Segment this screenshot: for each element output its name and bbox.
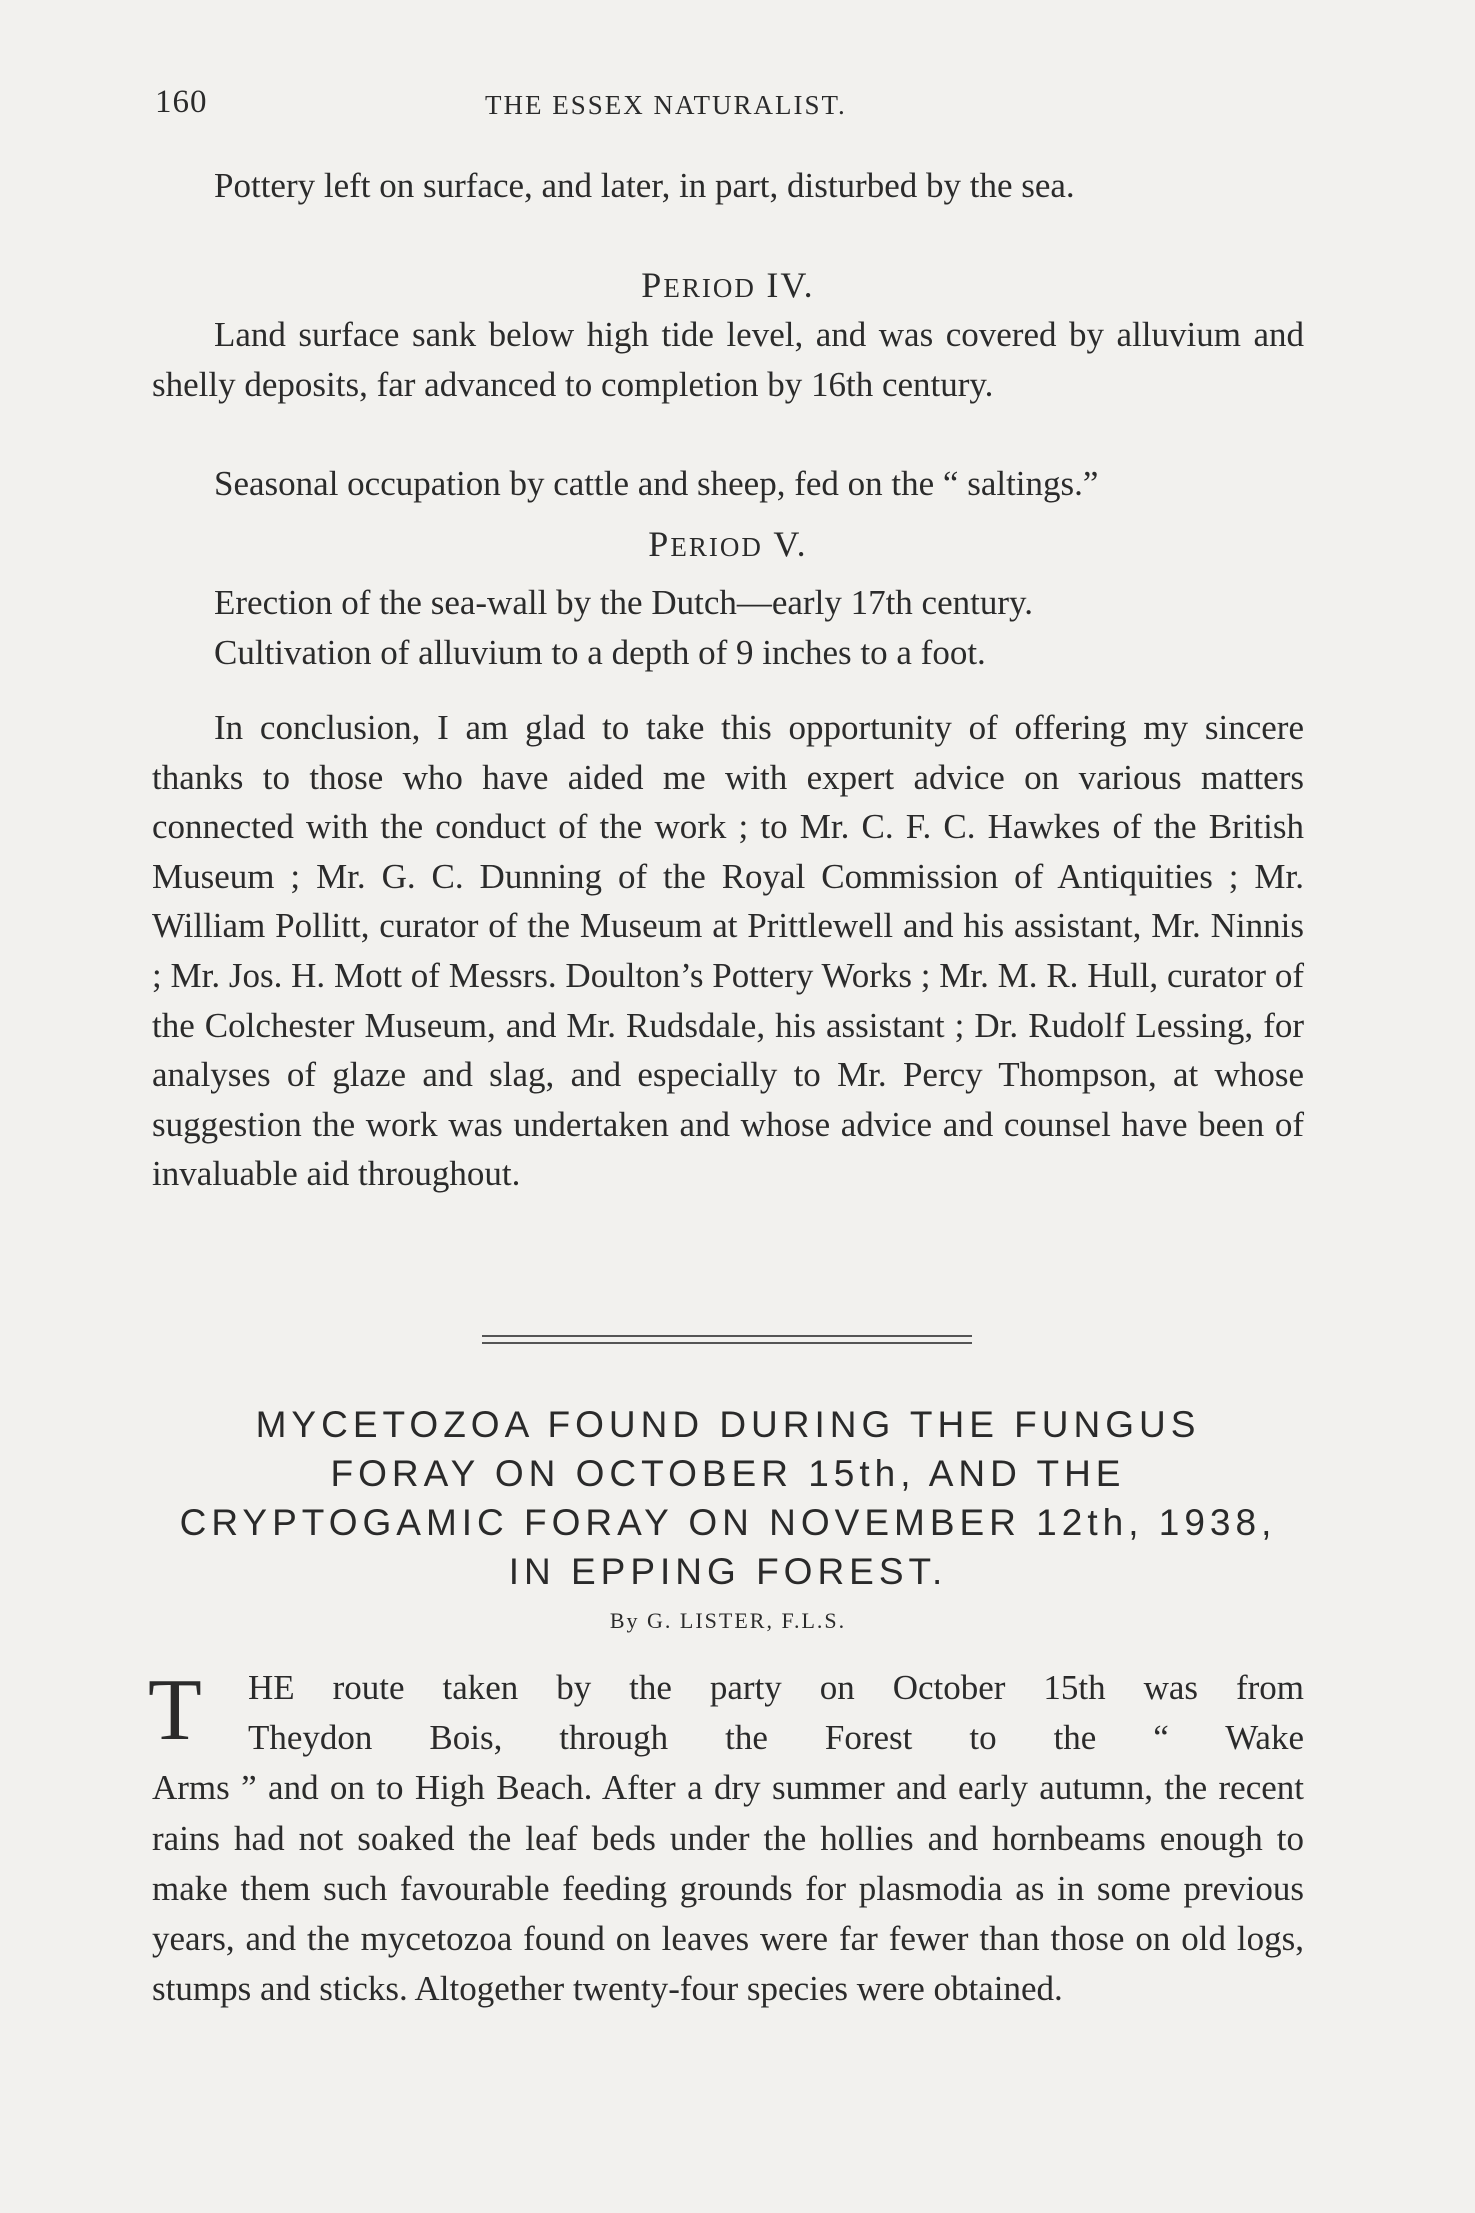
article-title: [148, 1400, 1308, 1596]
page-header: [155, 84, 1305, 124]
period-v-paragraph-2: Cultivation of alluvium to a depth of 9 inches to a foot.: [214, 633, 986, 672]
period-v-paragraph-1: Erection of the sea-wall by the Dutch—early 17th century.: [214, 583, 1033, 622]
article-byline: By G. LISTER, F.L.S.: [609, 1608, 847, 1633]
period-iv-heading: PERIOD IV.: [641, 265, 815, 305]
conclusion-paragraph: In conclusion, I am glad to take this opportunity of offering my sincere thanks to those who have aided me with expert advice on various matters connected with the conduct of the work ; to Mr. C. F. C. Hawkes of the British Museum ; Mr. G. C. Dunning of the Royal Commission of Antiquities ; Mr. William Pollitt, curator of the Museum at Prittlewell and his assistant, Mr. Ninnis ; Mr. Jos. H. Mott of Messrs. Doulton’s Pottery Works ; Mr. M. R. Hull, curator of the Colchester Museum, and Mr. Rudsdale, his assistant ; Dr. Rudolf Lessing, for analyses of glaze and slag, and especially to Mr. Percy Thompson, at whose suggestion the work was undertaken and whose advice and counsel have been of invaluable aid throughout.: [152, 708, 1304, 1194]
article-title-line-1: MYCETOZOA FOUND DURING THE FUNGUS: [255, 1404, 1201, 1445]
article-title-line-4: IN EPPING FOREST.: [508, 1551, 948, 1592]
article-body-rest: Arms ” and on to High Beach. After a dry summer and early autumn, the recent rains had not soaked the leaf beds under the hollies and hornbeams enough to make them such favourable feeding grounds for plasmodia as in some previous years, and the mycetozoa found on leaves were far fewer than those on old logs, stumps and sticks. Altogether twenty-four species were obtained.: [152, 1768, 1304, 2009]
period-v-heading: PERIOD V.: [648, 524, 808, 564]
article-body-paragraph: [152, 1663, 1304, 2014]
page-number: 160: [155, 84, 208, 120]
article-title-line-2: FORAY ON OCTOBER 15th, AND THE: [330, 1453, 1126, 1494]
section-divider: [482, 1335, 972, 1349]
period-iv-paragraph-2: Seasonal occupation by cattle and sheep, fed on the “ saltings.”: [214, 464, 1099, 503]
article-body-line-1: HE route taken by the party on October 15th was from: [248, 1668, 1304, 1707]
period-iv-paragraph-1: Land surface sank below high tide level, and was covered by alluvium and shelly deposits, far advanced to completion by 16th century.: [152, 315, 1304, 404]
running-title: THE ESSEX NATURALIST.: [485, 90, 847, 120]
drop-cap: T: [148, 1662, 202, 1759]
period-iii-tail: Pottery left on surface, and later, in part, disturbed by the sea.: [214, 166, 1075, 205]
article-title-line-3: CRYPTOGAMIC FORAY ON NOVEMBER 12th, 1938,: [179, 1502, 1277, 1543]
article-body-line-2: Theydon Bois, through the Forest to the “ Wake: [248, 1718, 1304, 1758]
